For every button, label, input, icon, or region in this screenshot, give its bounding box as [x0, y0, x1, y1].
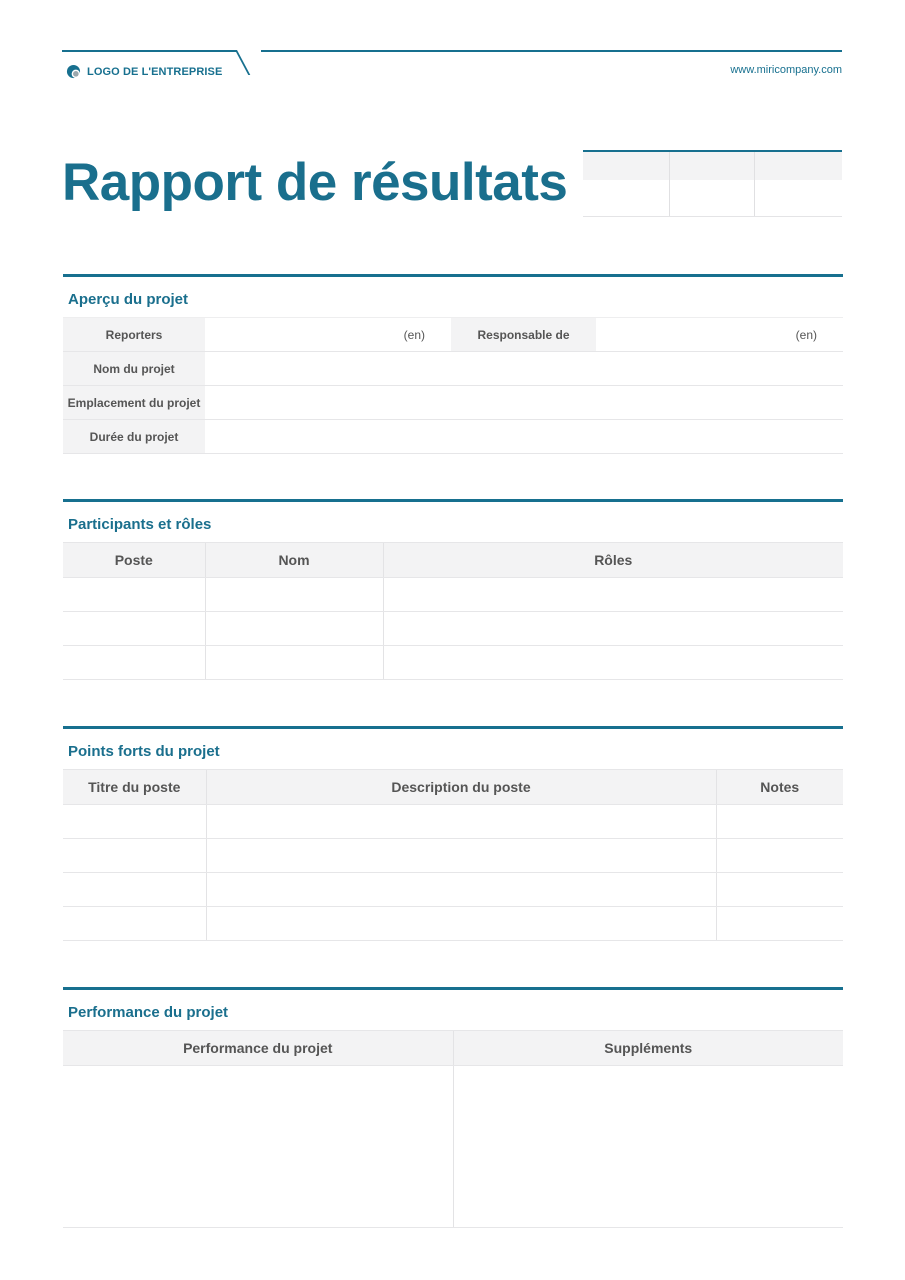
- section-overview: [63, 274, 843, 454]
- table-cell[interactable]: [63, 646, 205, 680]
- column-header: Nom: [205, 543, 383, 578]
- section-title: Performance du projet: [68, 1004, 229, 1021]
- highlights-table: [63, 769, 843, 941]
- table-row: [63, 646, 843, 680]
- column-header: Description du poste: [206, 770, 716, 805]
- table-cell[interactable]: [383, 612, 843, 646]
- table-cell[interactable]: [205, 612, 383, 646]
- title-info-table-separator: [669, 152, 670, 217]
- column-header: Performance du projet: [63, 1031, 453, 1066]
- column-header: Rôles: [383, 543, 843, 578]
- table-cell[interactable]: [716, 839, 843, 873]
- overview-label: Responsable de: [451, 318, 596, 352]
- section-rule: [63, 987, 843, 990]
- column-header: Suppléments: [453, 1031, 843, 1066]
- table-row: [63, 420, 843, 454]
- table-cell[interactable]: [63, 805, 206, 839]
- title-info-table: [583, 150, 842, 217]
- table-row: [63, 873, 843, 907]
- section-highlights: [63, 726, 843, 941]
- table-row: [63, 907, 843, 941]
- table-header-row: [63, 770, 843, 805]
- table-cell[interactable]: [63, 839, 206, 873]
- overview-value-field[interactable]: [205, 386, 843, 420]
- supplements-text-area[interactable]: [453, 1066, 843, 1228]
- overview-label: Emplacement du projet: [63, 386, 205, 420]
- overview-label: Durée du projet: [63, 420, 205, 454]
- table-row: [63, 1066, 843, 1228]
- section-rule: [63, 499, 843, 502]
- overview-value-field[interactable]: [205, 352, 843, 386]
- table-cell[interactable]: [716, 873, 843, 907]
- overview-table: [63, 317, 843, 454]
- overview-value-field[interactable]: (en): [596, 318, 843, 352]
- title-info-table-separator: [754, 152, 755, 217]
- table-cell[interactable]: [63, 578, 205, 612]
- table-row: [63, 386, 843, 420]
- table-cell[interactable]: [63, 873, 206, 907]
- title-info-table-bottom: [583, 216, 842, 217]
- table-cell[interactable]: [63, 612, 205, 646]
- table-cell[interactable]: [716, 907, 843, 941]
- table-row: [63, 805, 843, 839]
- section-rule: [63, 726, 843, 729]
- table-cell[interactable]: [206, 907, 716, 941]
- table-cell[interactable]: [205, 646, 383, 680]
- performance-text-area[interactable]: [63, 1066, 453, 1228]
- column-header: Titre du poste: [63, 770, 206, 805]
- header-rule-slash: [235, 50, 250, 75]
- table-cell[interactable]: [205, 578, 383, 612]
- table-header-row: [63, 543, 843, 578]
- table-cell[interactable]: [206, 873, 716, 907]
- overview-value-field[interactable]: (en): [205, 318, 451, 352]
- section-title: Participants et rôles: [68, 516, 212, 533]
- participants-table: [63, 542, 843, 680]
- section-title: Points forts du projet: [68, 743, 220, 760]
- column-header: Notes: [716, 770, 843, 805]
- overview-label: Reporters: [63, 318, 205, 352]
- performance-table: [63, 1030, 843, 1228]
- logo-text: LOGO DE L'ENTREPRISE: [87, 65, 223, 78]
- company-logo: [66, 64, 222, 79]
- table-cell[interactable]: [206, 805, 716, 839]
- logo-mark-icon: [66, 64, 81, 79]
- table-cell[interactable]: [206, 839, 716, 873]
- table-cell[interactable]: [383, 646, 843, 680]
- title-info-table-header: [583, 152, 842, 180]
- section-rule: [63, 274, 843, 277]
- section-participants: [63, 499, 843, 680]
- table-row: [63, 352, 843, 386]
- table-row: [63, 578, 843, 612]
- table-row: [63, 612, 843, 646]
- table-cell[interactable]: [383, 578, 843, 612]
- header-rule-right: [261, 50, 842, 52]
- table-row: [63, 318, 843, 352]
- overview-label: Nom du projet: [63, 352, 205, 386]
- table-row: [63, 839, 843, 873]
- column-header: Poste: [63, 543, 205, 578]
- overview-value-field[interactable]: [205, 420, 843, 454]
- table-header-row: [63, 1031, 843, 1066]
- section-title: Aperçu du projet: [68, 291, 189, 308]
- page-title: Rapport de résultats: [62, 153, 568, 212]
- section-performance: [63, 987, 843, 1228]
- page-header: [62, 50, 842, 80]
- table-cell[interactable]: [716, 805, 843, 839]
- website-link[interactable]: www.miricompany.com: [730, 64, 842, 76]
- header-rule-left: [62, 50, 237, 52]
- table-cell[interactable]: [63, 907, 206, 941]
